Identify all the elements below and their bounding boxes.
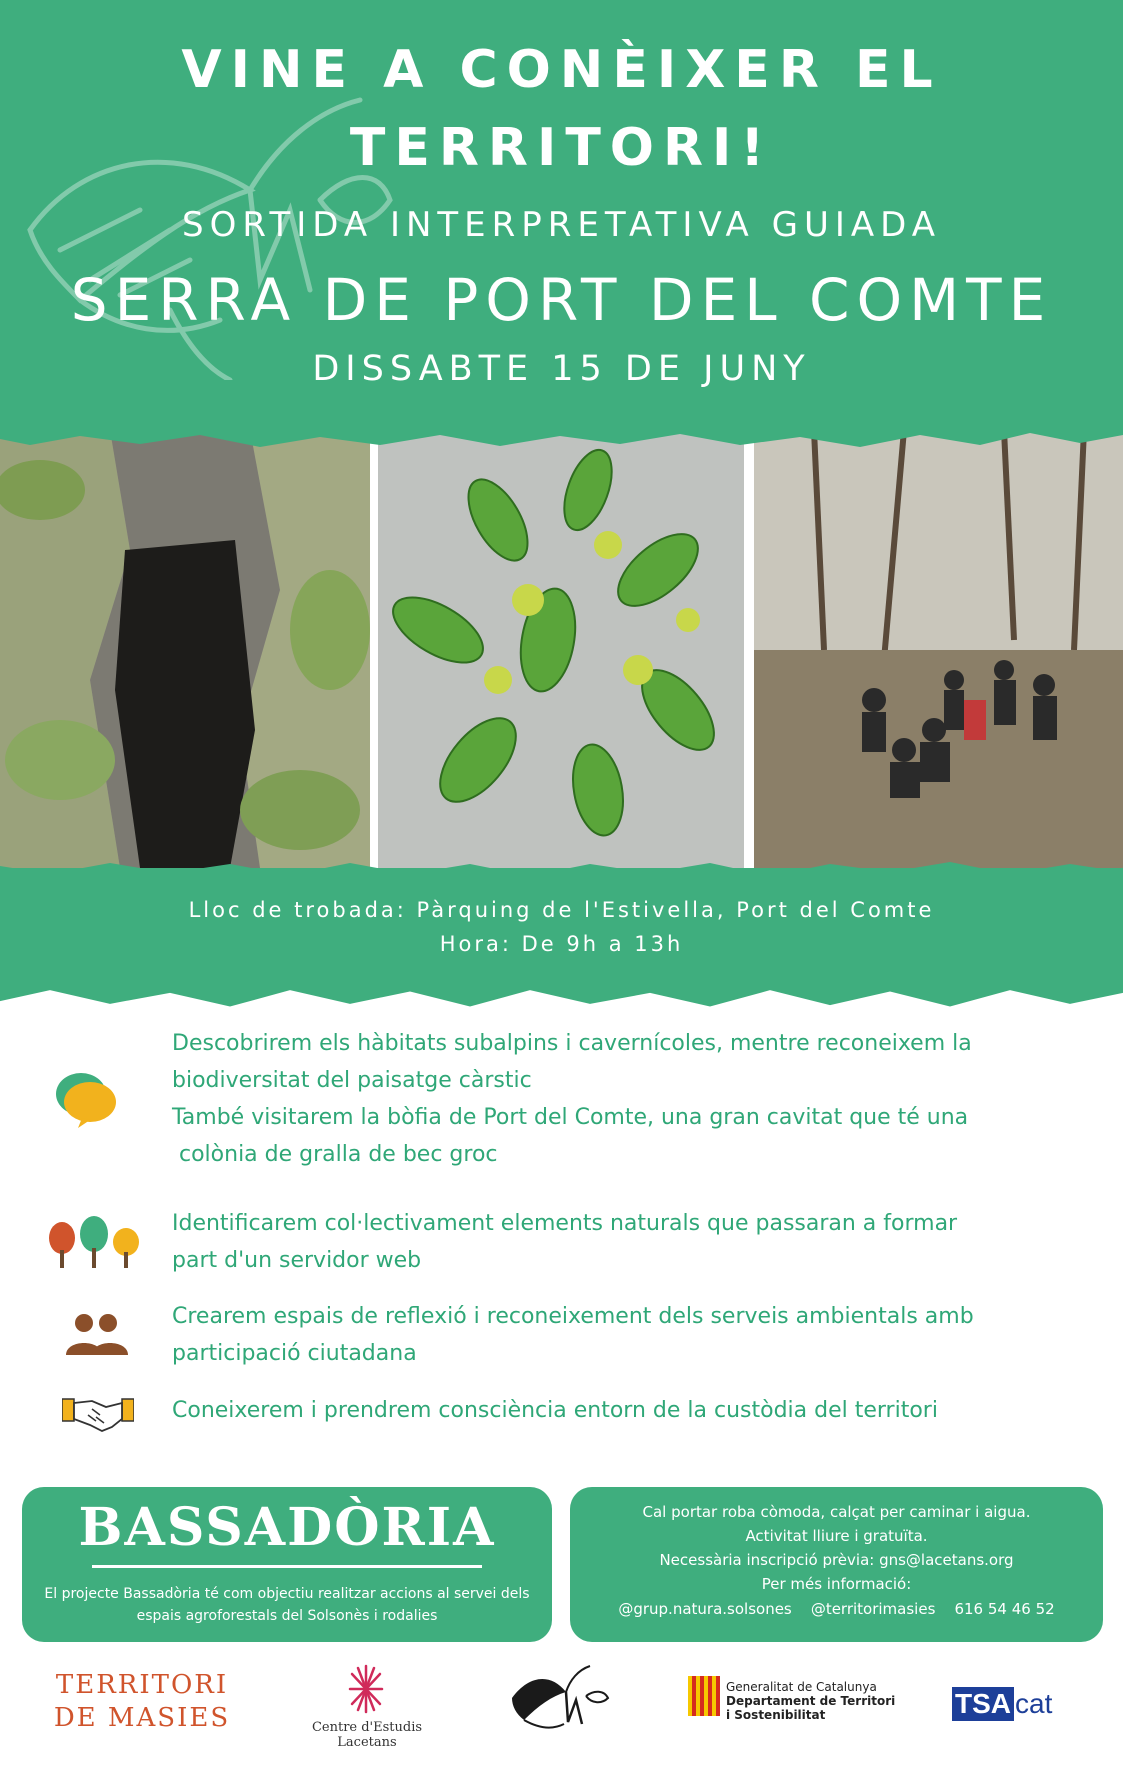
centre-estudis-lacetans-emblem-icon xyxy=(348,1664,384,1714)
activity-text-3: Crearem espais de reflexió i reconeixement dels serveis ambientals amb participació ciutadana xyxy=(172,1304,974,1366)
territori-de-masies-logo-line2: DE MASIES xyxy=(53,1703,231,1733)
page-title-line2: TERRITORI! xyxy=(349,118,774,178)
photo-cave xyxy=(0,430,370,868)
meeting-time: Hora: De 9h a 13h xyxy=(439,932,684,956)
speech-bubbles-icon xyxy=(54,1068,120,1130)
photo-plant xyxy=(378,430,744,868)
page-title-line1: VINE A CONÈIXER EL xyxy=(181,40,942,100)
subtitle: SORTIDA INTERPRETATIVA GUIADA xyxy=(182,205,941,245)
info-line-more: Per més informació: xyxy=(761,1575,912,1593)
torn-edge-top xyxy=(0,425,1123,455)
project-logo-text: BASSADÒRIA xyxy=(78,1497,496,1558)
generalitat-logo-text: Generalitat de Catalunya Departament de Territori i Sostenibilitat xyxy=(726,1680,896,1722)
people-icon xyxy=(64,1313,128,1355)
project-logo-rule xyxy=(92,1565,482,1568)
info-line-clothing: Cal portar roba còmoda, calçat per caminar i aigua. xyxy=(642,1503,1031,1521)
info-line-contacts: @grup.natura.solsones @territorimasies 616 54 46 52 xyxy=(618,1600,1055,1618)
tsacat-logo: TSA cat xyxy=(952,1687,1052,1721)
torn-edge-bottom xyxy=(0,982,1123,1012)
generalitat-shield-icon xyxy=(688,1676,720,1716)
project-box xyxy=(22,1487,552,1642)
trees-icon xyxy=(46,1216,144,1268)
project-description: El projecte Bassadòria té com objectiu realitzar accions al servei dels espais agroforestals del Solsonès i rodalies xyxy=(44,1586,530,1624)
meeting-place: Lloc de trobada: Pàrquing de l'Estivella, Port del Comte xyxy=(188,898,935,922)
territori-de-masies-logo: TERRITORI xyxy=(55,1670,229,1700)
meeting-band xyxy=(0,868,1123,988)
photo-group xyxy=(754,430,1123,868)
info-line-free: Activitat lliure i gratuïta. xyxy=(745,1527,928,1545)
activity-text-2: Identificarem col·lectivament elements naturals que passaran a formar part d'un servidor web xyxy=(172,1211,958,1273)
handshake-icon xyxy=(62,1393,134,1433)
info-line-registration: Necessària inscripció prèvia: gns@lacetans.org xyxy=(659,1551,1014,1569)
centre-estudis-lacetans-logo: Centre d'Estudis Lacetans xyxy=(311,1720,423,1750)
hero-banner xyxy=(0,0,1123,440)
place-heading: SERRA DE PORT DEL COMTE xyxy=(70,266,1053,334)
activity-text-4: Coneixerem i prendrem consciència entorn de la custòdia del territori xyxy=(172,1398,938,1423)
event-date: DISSABTE 15 DE JUNY xyxy=(312,349,811,389)
grup-natura-moth-logo-icon xyxy=(508,1662,614,1734)
info-box xyxy=(570,1487,1103,1642)
activity-text-1: Descobrirem els hàbitats subalpins i cavernícoles, mentre reconeixem la biodiversitat del paisatge càrstic També visitarem la bòfia de Port del Comte, una gran cavitat que té una colònia de gralla de bec groc xyxy=(172,1031,972,1167)
